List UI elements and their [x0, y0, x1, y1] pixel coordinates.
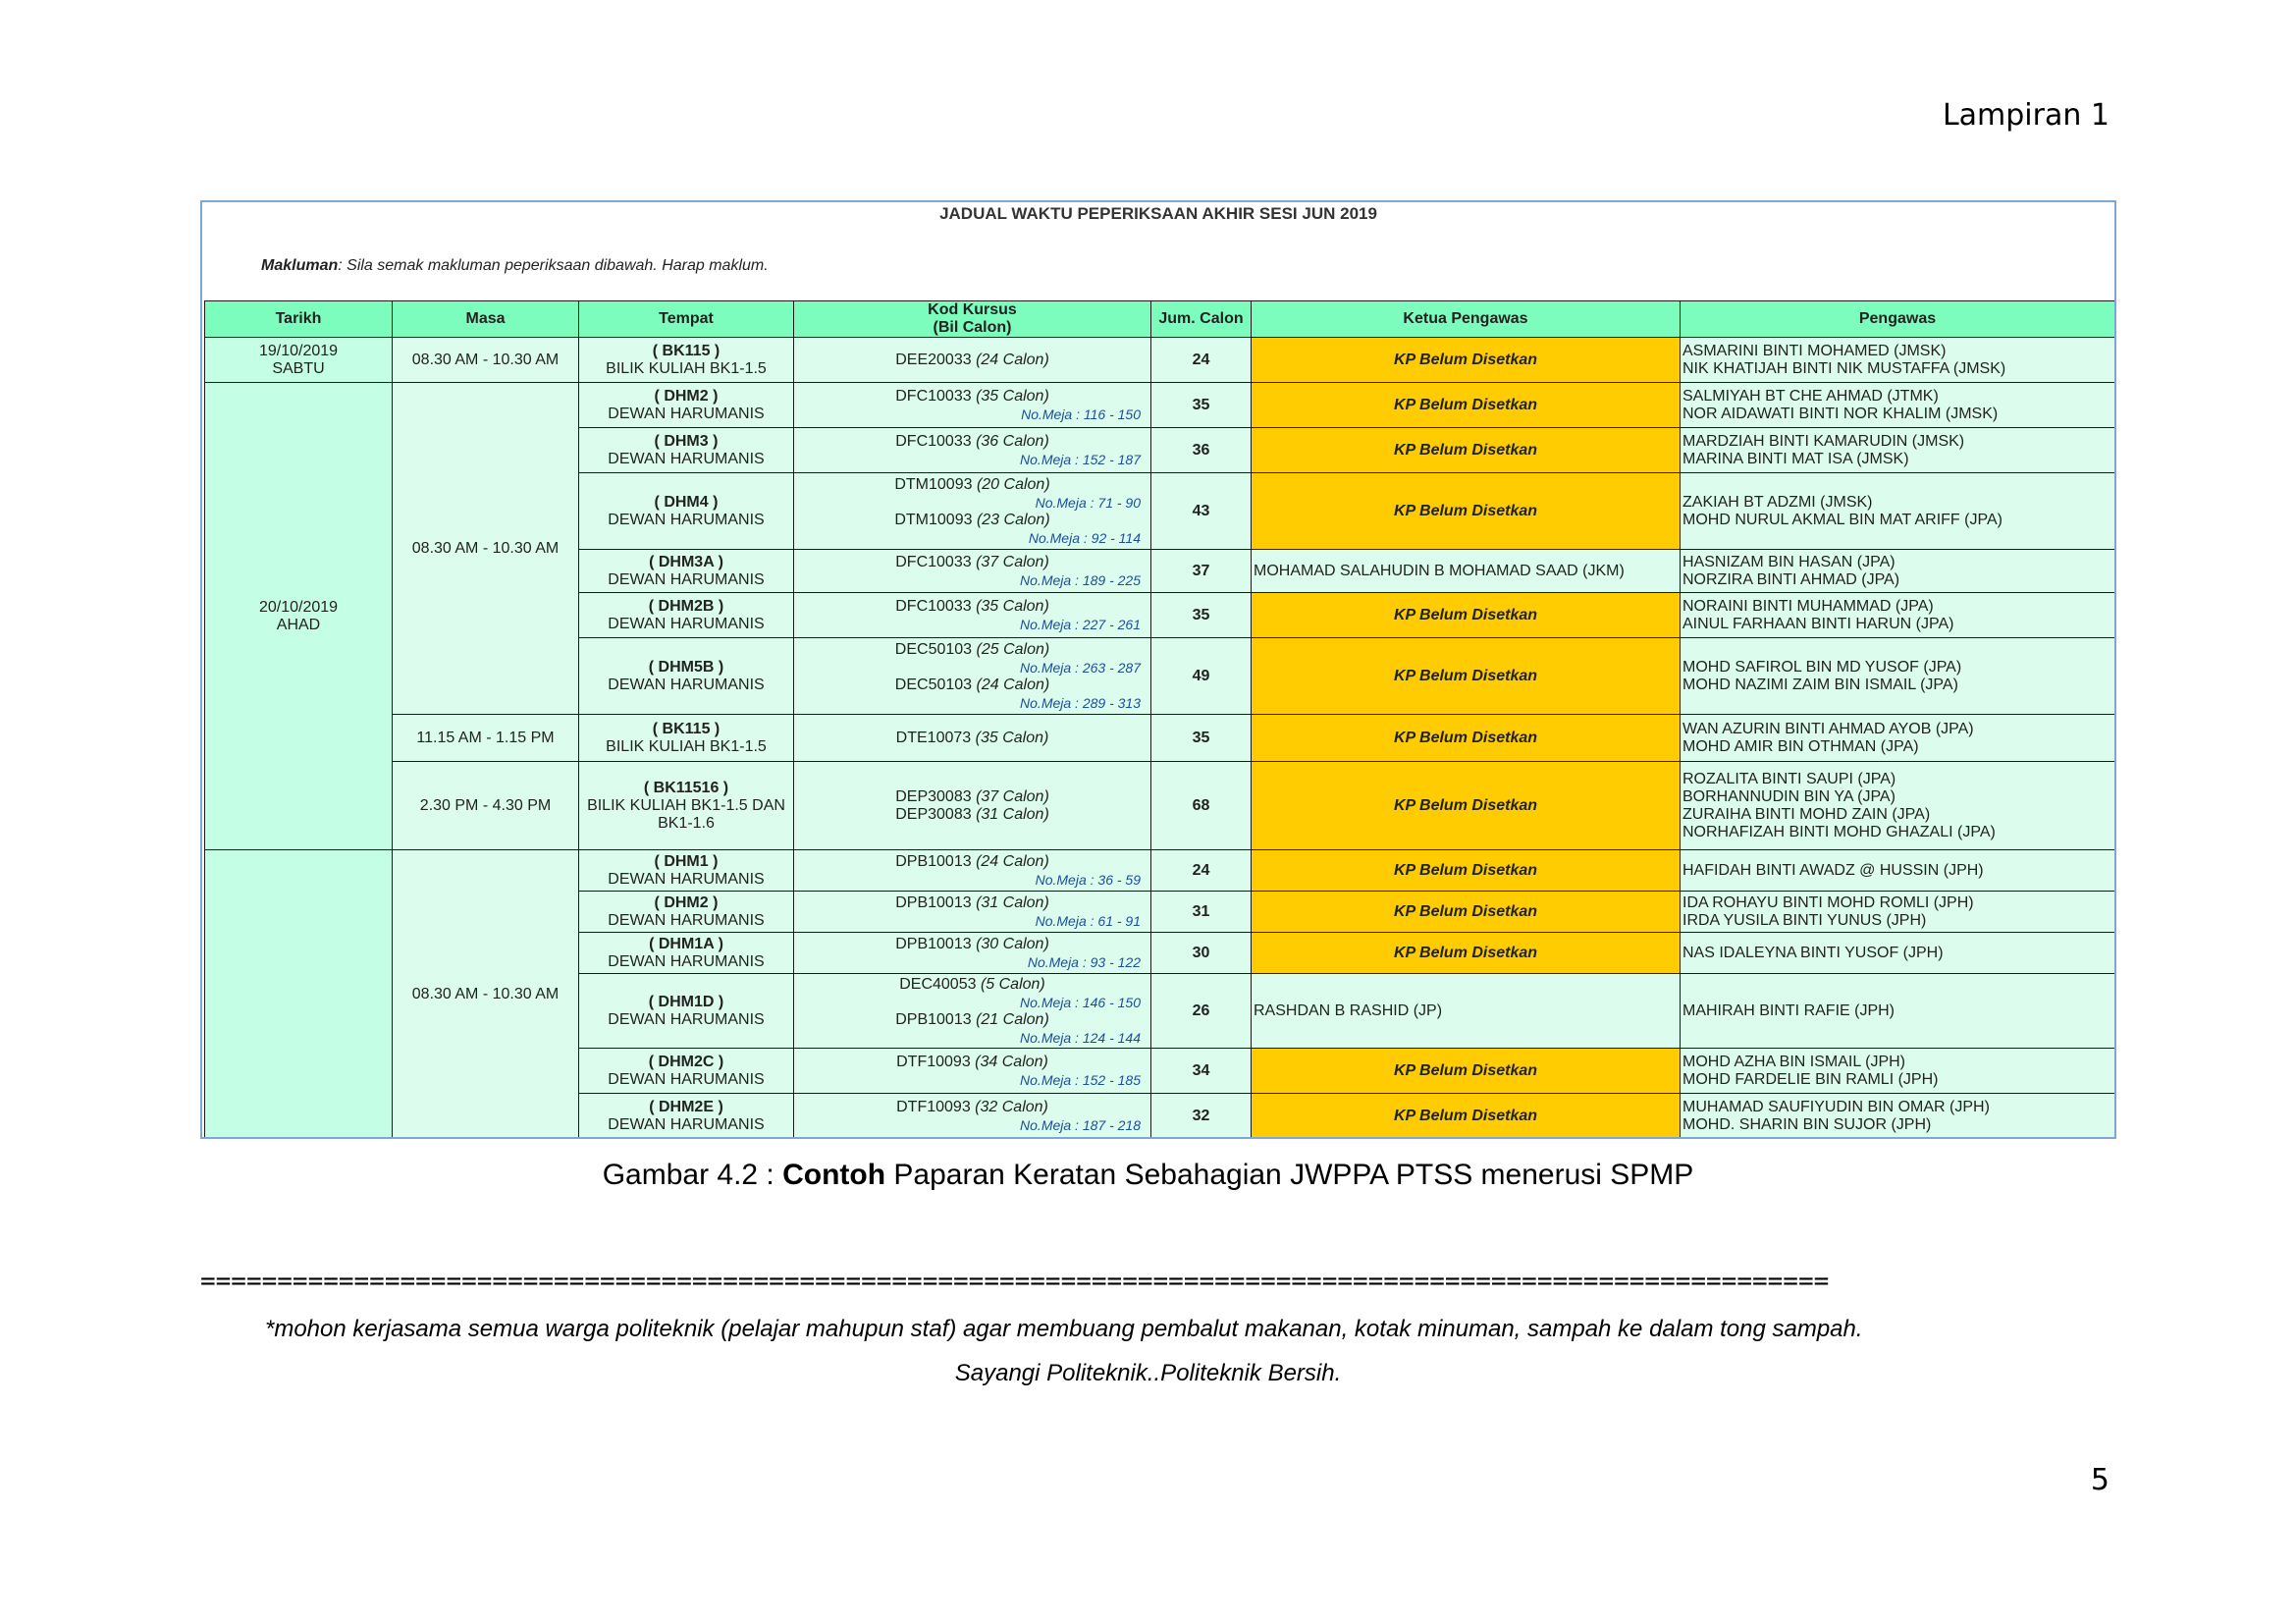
col-tarikh: Tarikh	[205, 301, 393, 338]
pengawas-cell: HASNIZAM BIN HASAN (JPA) NORZIRA BINTI AHMAD (JPA)	[1681, 550, 2115, 593]
table-row	[205, 338, 2115, 383]
total-cell: 36	[1151, 428, 1252, 473]
venue-cell: ( DHM4 ) DEWAN HARUMANIS	[579, 473, 794, 550]
venue-cell: ( DHM2 ) DEWAN HARUMANIS	[579, 892, 794, 933]
total-cell: 35	[1151, 383, 1252, 428]
time-cell: 08.30 AM - 10.30 AM	[393, 850, 579, 1139]
venue-cell: ( BK11516 ) BILIK KULIAH BK1-1.5 DAN BK1-1.6	[579, 762, 794, 850]
total-cell: 31	[1151, 892, 1252, 933]
course-cell: DFC10033 (36 Calon) No.Meja : 152 - 187	[794, 428, 1151, 473]
venue-cell: ( DHM3 ) DEWAN HARUMANIS	[579, 428, 794, 473]
course-cell: DFC10033 (37 Calon) No.Meja : 189 - 225	[794, 550, 1151, 593]
venue-cell: ( DHM2C ) DEWAN HARUMANIS	[579, 1049, 794, 1094]
pengawas-cell: ASMARINI BINTI MOHAMED (JMSK) NIK KHATIJAH BINTI NIK MUSTAFFA (JMSK)	[1681, 338, 2115, 383]
ketua-pengawas-cell: KP Belum Disetkan	[1252, 892, 1681, 933]
venue-cell: ( DHM2B ) DEWAN HARUMANIS	[579, 593, 794, 638]
page-number: 5	[2090, 1463, 2109, 1497]
course-cell: DPB10013 (31 Calon) No.Meja : 61 - 91	[794, 892, 1151, 933]
figure-caption: Gambar 4.2 : Contoh Paparan Keratan Sebahagian JWPPA PTSS menerusi SPMP	[602, 1159, 1694, 1191]
pengawas-cell: ROZALITA BINTI SAUPI (JPA) BORHANNUDIN BIN YA (JPA) ZURAIHA BINTI MOHD ZAIN (JPA) NORHAFIZAH BINTI MOHD GHAZALI (JPA)	[1681, 762, 2115, 850]
ketua-pengawas-cell: KP Belum Disetkan	[1252, 473, 1681, 550]
ketua-pengawas-cell: KP Belum Disetkan	[1252, 850, 1681, 892]
cleanliness-note: *mohon kerjasama semua warga politeknik (pelajar mahupun staf) agar membuang pembalut makanan, kotak minuman, sampah ke dalam tong sampah.	[265, 1316, 1863, 1342]
timetable-screenshot	[200, 200, 2116, 1139]
total-cell: 24	[1151, 338, 1252, 383]
ketua-pengawas-cell: KP Belum Disetkan	[1252, 1094, 1681, 1139]
total-cell: 24	[1151, 850, 1252, 892]
date-cell: 19/10/2019 SABTU	[205, 338, 393, 383]
course-cell: DEE20033 (24 Calon)	[794, 338, 1151, 383]
venue-cell: ( DHM1D ) DEWAN HARUMANIS	[579, 974, 794, 1049]
venue-cell: ( DHM5B ) DEWAN HARUMANIS	[579, 638, 794, 715]
venue-cell: ( DHM1 ) DEWAN HARUMANIS	[579, 850, 794, 892]
ketua-pengawas-cell: KP Belum Disetkan	[1252, 762, 1681, 850]
total-cell: 68	[1151, 762, 1252, 850]
course-cell: DTF10093 (32 Calon) No.Meja : 187 - 218	[794, 1094, 1151, 1139]
ketua-pengawas-cell: KP Belum Disetkan	[1252, 593, 1681, 638]
pengawas-cell: SALMIYAH BT CHE AHMAD (JTMK) NOR AIDAWATI BINTI NOR KHALIM (JMSK)	[1681, 383, 2115, 428]
total-cell: 35	[1151, 715, 1252, 762]
col-kod-kursus: Kod Kursus (Bil Calon)	[794, 301, 1151, 338]
pengawas-cell: WAN AZURIN BINTI AHMAD AYOB (JPA) MOHD AMIR BIN OTHMAN (JPA)	[1681, 715, 2115, 762]
pengawas-cell: IDA ROHAYU BINTI MOHD ROMLI (JPH) IRDA YUSILA BINTI YUNUS (JPH)	[1681, 892, 2115, 933]
table-row	[205, 850, 2115, 892]
ketua-pengawas-cell: KP Belum Disetkan	[1252, 933, 1681, 974]
course-cell: DFC10033 (35 Calon) No.Meja : 116 - 150	[794, 383, 1151, 428]
total-cell: 35	[1151, 593, 1252, 638]
total-cell: 37	[1151, 550, 1252, 593]
pengawas-cell: MOHD SAFIROL BIN MD YUSOF (JPA) MOHD NAZIMI ZAIM BIN ISMAIL (JPA)	[1681, 638, 2115, 715]
ketua-pengawas-cell: MOHAMAD SALAHUDIN B MOHAMAD SAAD (JKM)	[1252, 550, 1681, 593]
course-cell: DPB10013 (30 Calon) No.Meja : 93 - 122	[794, 933, 1151, 974]
venue-cell: ( DHM2E ) DEWAN HARUMANIS	[579, 1094, 794, 1139]
total-cell: 32	[1151, 1094, 1252, 1139]
time-cell: 2.30 PM - 4.30 PM	[393, 762, 579, 850]
makluman-label: Makluman	[261, 257, 339, 274]
col-ketua-pengawas: Ketua Pengawas	[1252, 301, 1681, 338]
course-cell: DTF10093 (34 Calon) No.Meja : 152 - 185	[794, 1049, 1151, 1094]
makluman-notice	[261, 257, 769, 275]
venue-cell: ( DHM2 ) DEWAN HARUMANIS	[579, 383, 794, 428]
total-cell: 43	[1151, 473, 1252, 550]
timetable-title: JADUAL WAKTU PEPERIKSAAN AKHIR SESI JUN 2019	[939, 204, 1377, 223]
ketua-pengawas-cell: KP Belum Disetkan	[1252, 428, 1681, 473]
pengawas-cell: MAHIRAH BINTI RAFIE (JPH)	[1681, 974, 2115, 1049]
ketua-pengawas-cell: KP Belum Disetkan	[1252, 338, 1681, 383]
time-cell: 08.30 AM - 10.30 AM	[393, 338, 579, 383]
total-cell: 26	[1151, 974, 1252, 1049]
pengawas-cell: HAFIDAH BINTI AWADZ @ HUSSIN (JPH)	[1681, 850, 2115, 892]
lampiran-label: Lampiran 1	[1942, 98, 2109, 133]
ketua-pengawas-cell: KP Belum Disetkan	[1252, 1049, 1681, 1094]
col-jum-calon: Jum. Calon	[1151, 301, 1252, 338]
col-pengawas: Pengawas	[1681, 301, 2115, 338]
course-cell: DFC10033 (35 Calon) No.Meja : 227 - 261	[794, 593, 1151, 638]
makluman-text: : Sila semak makluman peperiksaan dibawah. Harap maklum.	[338, 257, 769, 274]
ketua-pengawas-cell: KP Belum Disetkan	[1252, 715, 1681, 762]
table-row	[205, 762, 2115, 850]
col-tempat: Tempat	[579, 301, 794, 338]
venue-cell: ( BK115 ) BILIK KULIAH BK1-1.5	[579, 338, 794, 383]
venue-cell: ( BK115 ) BILIK KULIAH BK1-1.5	[579, 715, 794, 762]
venue-cell: ( DHM3A ) DEWAN HARUMANIS	[579, 550, 794, 593]
exam-timetable	[204, 300, 2115, 1139]
date-cell	[205, 850, 393, 1139]
ketua-pengawas-cell: KP Belum Disetkan	[1252, 638, 1681, 715]
pengawas-cell: NORAINI BINTI MUHAMMAD (JPA) AINUL FARHAAN BINTI HARUN (JPA)	[1681, 593, 2115, 638]
ketua-pengawas-cell: KP Belum Disetkan	[1252, 383, 1681, 428]
total-cell: 34	[1151, 1049, 1252, 1094]
col-masa: Masa	[393, 301, 579, 338]
table-row	[205, 715, 2115, 762]
course-cell: DTM10093 (20 Calon) No.Meja : 71 - 90 DTM10093 (23 Calon) No.Meja : 92 - 114	[794, 473, 1151, 550]
course-cell: DTE10073 (35 Calon)	[794, 715, 1151, 762]
total-cell: 49	[1151, 638, 1252, 715]
table-row	[205, 383, 2115, 428]
total-cell: 30	[1151, 933, 1252, 974]
table-header-row	[205, 301, 2115, 338]
course-cell: DPB10013 (24 Calon) No.Meja : 36 - 59	[794, 850, 1151, 892]
pengawas-cell: MARDZIAH BINTI KAMARUDIN (JMSK) MARINA BINTI MAT ISA (JMSK)	[1681, 428, 2115, 473]
cleanliness-slogan: Sayangi Politeknik..Politeknik Bersih.	[954, 1360, 1342, 1386]
course-cell: DEC50103 (25 Calon) No.Meja : 263 - 287 DEC50103 (24 Calon) No.Meja : 289 - 313	[794, 638, 1151, 715]
pengawas-cell: MOHD AZHA BIN ISMAIL (JPH) MOHD FARDELIE BIN RAMLI (JPH)	[1681, 1049, 2115, 1094]
pengawas-cell: ZAKIAH BT ADZMI (JMSK) MOHD NURUL AKMAL BIN MAT ARIFF (JPA)	[1681, 473, 2115, 550]
date-cell: 20/10/2019 AHAD	[205, 383, 393, 850]
venue-cell: ( DHM1A ) DEWAN HARUMANIS	[579, 933, 794, 974]
pengawas-cell: NAS IDALEYNA BINTI YUSOF (JPH)	[1681, 933, 2115, 974]
ketua-pengawas-cell: RASHDAN B RASHID (JP)	[1252, 974, 1681, 1049]
course-cell: DEC40053 (5 Calon) No.Meja : 146 - 150 DPB10013 (21 Calon) No.Meja : 124 - 144	[794, 974, 1151, 1049]
time-cell: 08.30 AM - 10.30 AM	[393, 383, 579, 715]
divider-line: ==========================================================================================================	[200, 1267, 1830, 1296]
pengawas-cell: MUHAMAD SAUFIYUDIN BIN OMAR (JPH) MOHD. SHARIN BIN SUJOR (JPH)	[1681, 1094, 2115, 1139]
course-cell: DEP30083 (37 Calon) DEP30083 (31 Calon)	[794, 762, 1151, 850]
time-cell: 11.15 AM - 1.15 PM	[393, 715, 579, 762]
